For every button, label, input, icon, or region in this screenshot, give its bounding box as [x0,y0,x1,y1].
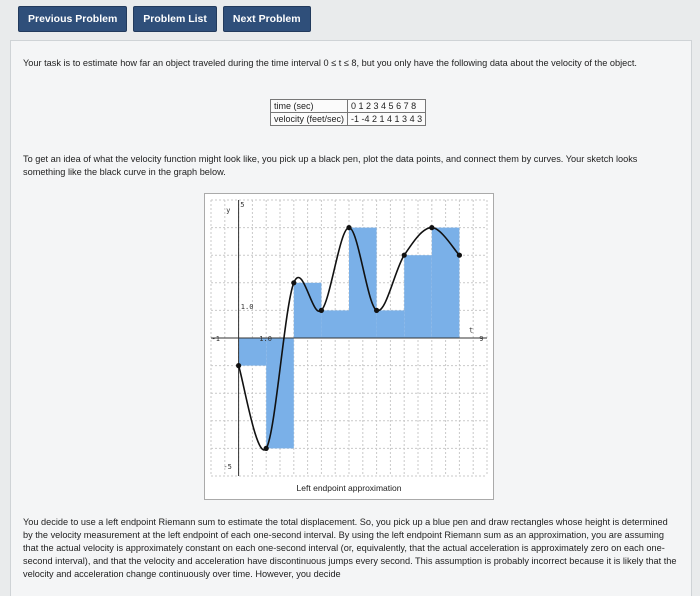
x-right-label: 9 [479,335,484,343]
data-point [264,446,269,451]
graph-plot [205,194,493,482]
data-point [374,308,379,313]
riemann-text: You decide to use a left endpoint Riemann sum to estimate the total displacement. So, you pick up a blue pen and draw rectangles whose height is determined by the velocity measurement at the left endpoint of each one-second interval. By using the left endpoint Riemann sum as an approximation, you are assuming that the actual velocity is approximately constant on each one-second interval (or, equivalently, that the actual acceleration is approximately zero on each one-second interval), and that the velocity and acceleration have discontinuous jumps every second. This assumption is probably incorrect because it is likely that the velocity and acceleration change continuously over time. However, you decide [23,517,677,579]
y-top-label: 5 [240,200,245,209]
riemann-rectangle [404,255,432,338]
velocity-label: velocity (feet/sec) [271,113,348,126]
riemann-rectangle [349,228,377,338]
y-axis-label: y [226,206,231,215]
velocity-row [271,113,426,126]
data-point [236,363,241,368]
intro-text: Your task is to estimate how far an object traveled during the time interval 0 ≤ t ≤ 8, but you only have the following data about the velocity of the object. [23,58,637,68]
time-values: 0 1 2 3 4 5 6 7 8 [348,100,426,113]
problem-panel [10,40,692,596]
velocity-graph [204,193,494,500]
problem-list-button[interactable]: Problem List [133,6,217,32]
x-left-label: -1 [211,335,220,343]
data-point [346,225,351,230]
time-row [271,100,426,113]
y-bottom-label: -5 [223,463,232,472]
data-point [457,253,462,258]
velocity-values: -1 -4 2 1 4 1 3 4 3 [348,113,426,126]
riemann-rectangle [377,310,405,338]
problem-navigation [18,6,311,32]
data-point [402,253,407,258]
y-unit-label: 1.0 [240,303,254,312]
velocity-data-table [270,99,426,126]
riemann-rectangle [432,228,460,338]
previous-problem-button[interactable]: Previous Problem [18,6,127,32]
sketch-text: To get an idea of what the velocity function might look like, you pick up a black pen, plot the data points, and connect them by curves. Your sketch looks something like the black curve in the graph below. [23,154,638,177]
graph-caption: Left endpoint approximation [296,483,402,493]
next-problem-button[interactable]: Next Problem [223,6,311,32]
data-point [429,225,434,230]
data-point [291,280,296,285]
x-unit-label: 1.0 [259,335,272,343]
data-point [319,308,324,313]
time-label: time (sec) [271,100,348,113]
x-axis-label: t [469,326,474,335]
riemann-rectangle [321,310,349,338]
